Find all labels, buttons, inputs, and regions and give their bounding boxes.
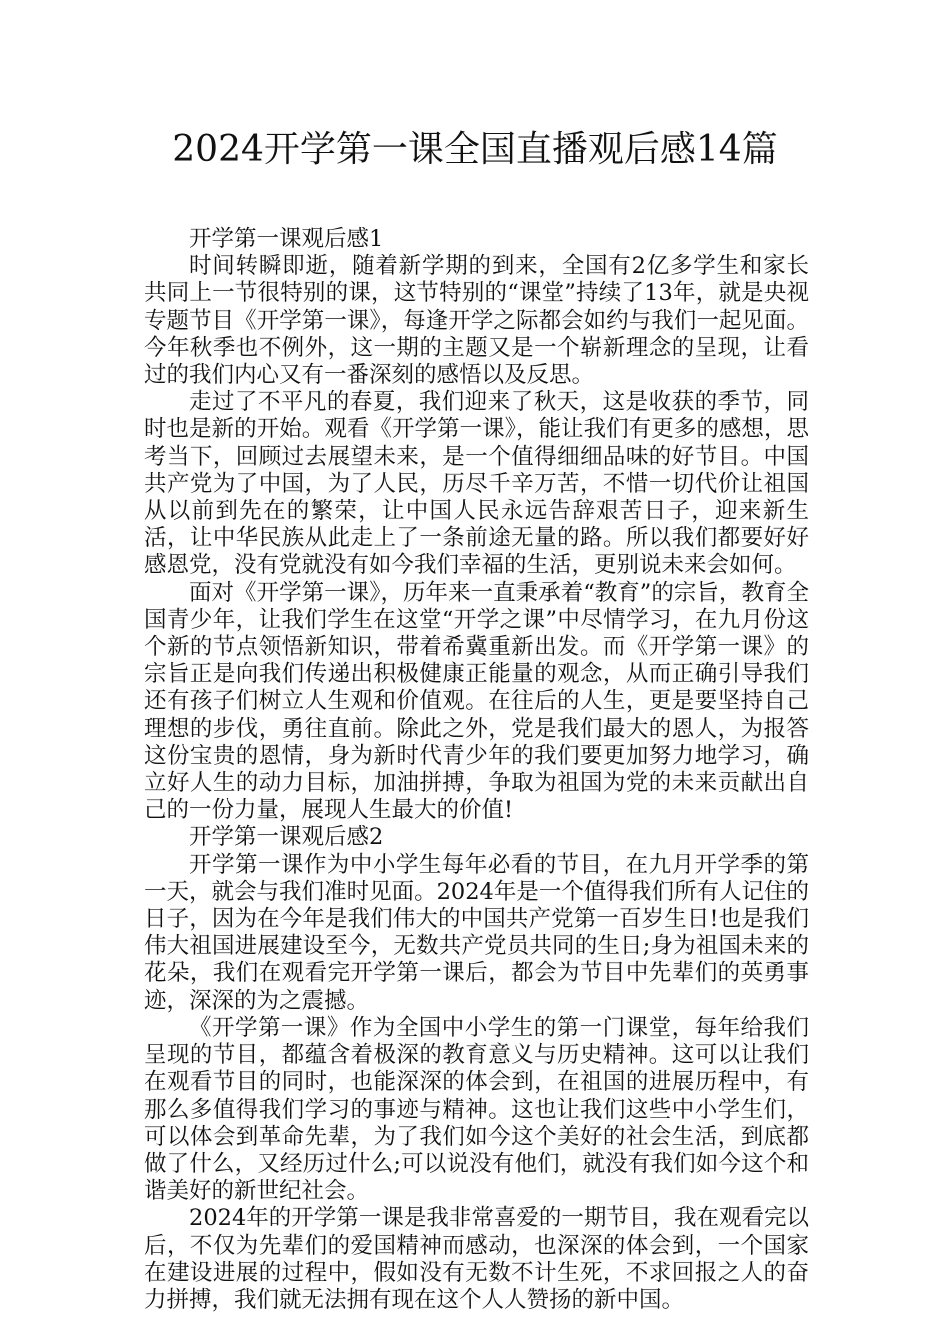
paragraph: 时间转瞬即逝，随着新学期的到来，全国有2亿多学生和家长共同上一节很特别的课，这节特别的“课堂”持续了13年，就是央视专题节目《开学第一课》，每逢开学之际都会如约与我们一起见面。今年秋季也不例外，这一期的主题又是一个崭新理念的呈现，让看过的我们内心又有一番深刻的感悟以及反思。: [144, 253, 809, 389]
paragraph: 面对《开学第一课》，历年来一直秉承着“教育”的宗旨，教育全国青少年，让我们学生在这堂“开学之课”中尽情学习，在九月份这个新的节点领悟新知识，带着希冀重新出发。而《开学第一课》的宗旨正是向我们传递出积极健康正能量的观念，从而正确引导我们还有孩子们树立人生观和价值观。在往后的人生，更是要坚持自己理想的步伐，勇往直前。除此之外，党是我们最大的恩人，为报答这份宝贵的恩情，身为新时代青少年的我们要更加努力地学习，确立好人生的动力目标，加油拼搏，争取为祖国为党的未来贡献出自己的一份力量，展现人生最大的价值!: [144, 579, 809, 824]
paragraph: 2024年的开学第一课是我非常喜爱的一期节目，我在观看完以后，不仅为先辈们的爱国精神而感动，也深深的体会到，一个国家在建设进展的过程中，假如没有无数不计生死，不求回报之人的奋力拼搏，我们就无法拥有现在这个人人赞扬的新中国。: [144, 1205, 809, 1313]
paragraph: 《开学第一课》作为全国中小学生的第一门课堂，每年给我们呈现的节目，都蕴含着极深的教育意义与历史精神。这可以让我们在观看节目的同时，也能深深的体会到，在祖国的进展历程中，有那么多值得我们学习的事迹与精神。这也让我们这些中小学生们，可以体会到革命先辈，为了我们如今这个美好的社会生活，到底都做了什么，又经历过什么;可以说没有他们，就没有我们如今这个和谐美好的新世纪社会。: [144, 1014, 809, 1205]
document-body: [144, 226, 809, 1314]
section-heading: 开学第一课观后感2: [189, 824, 384, 851]
paragraph: 走过了不平凡的春夏，我们迎来了秋天，这是收获的季节，同时也是新的开始。观看《开学第一课》，能让我们有更多的感想，思考当下，回顾过去展望未来，是一个值得细细品味的好节目。中国共产党为了中国，为了人民，历尽千辛万苦，不惜一切代价让祖国从以前到先在的繁荣，让中国人民永远告辞艰苦日子，迎来新生活，让中华民族从此走上了一条前途无量的路。所以我们都要好好感恩党，没有党就没有如今我们幸福的生活，更别说未来会如何。: [144, 389, 809, 579]
paragraph: 开学第一课作为中小学生每年必看的节目，在九月开学季的第一天，就会与我们准时见面。2024年是一个值得我们所有人记住的日子，因为在今年是我们伟大的中国共产党第一百岁生日!也是我们伟大祖国进展建设至今，无数共产党员共同的生日;身为祖国未来的花朵，我们在观看完开学第一课后，都会为节目中先辈们的英勇事迹，深深的为之震撼。: [144, 851, 809, 1014]
section-heading: 开学第一课观后感1: [189, 226, 384, 252]
page-title: 2024开学第一课全国直播观后感14篇: [172, 129, 778, 170]
